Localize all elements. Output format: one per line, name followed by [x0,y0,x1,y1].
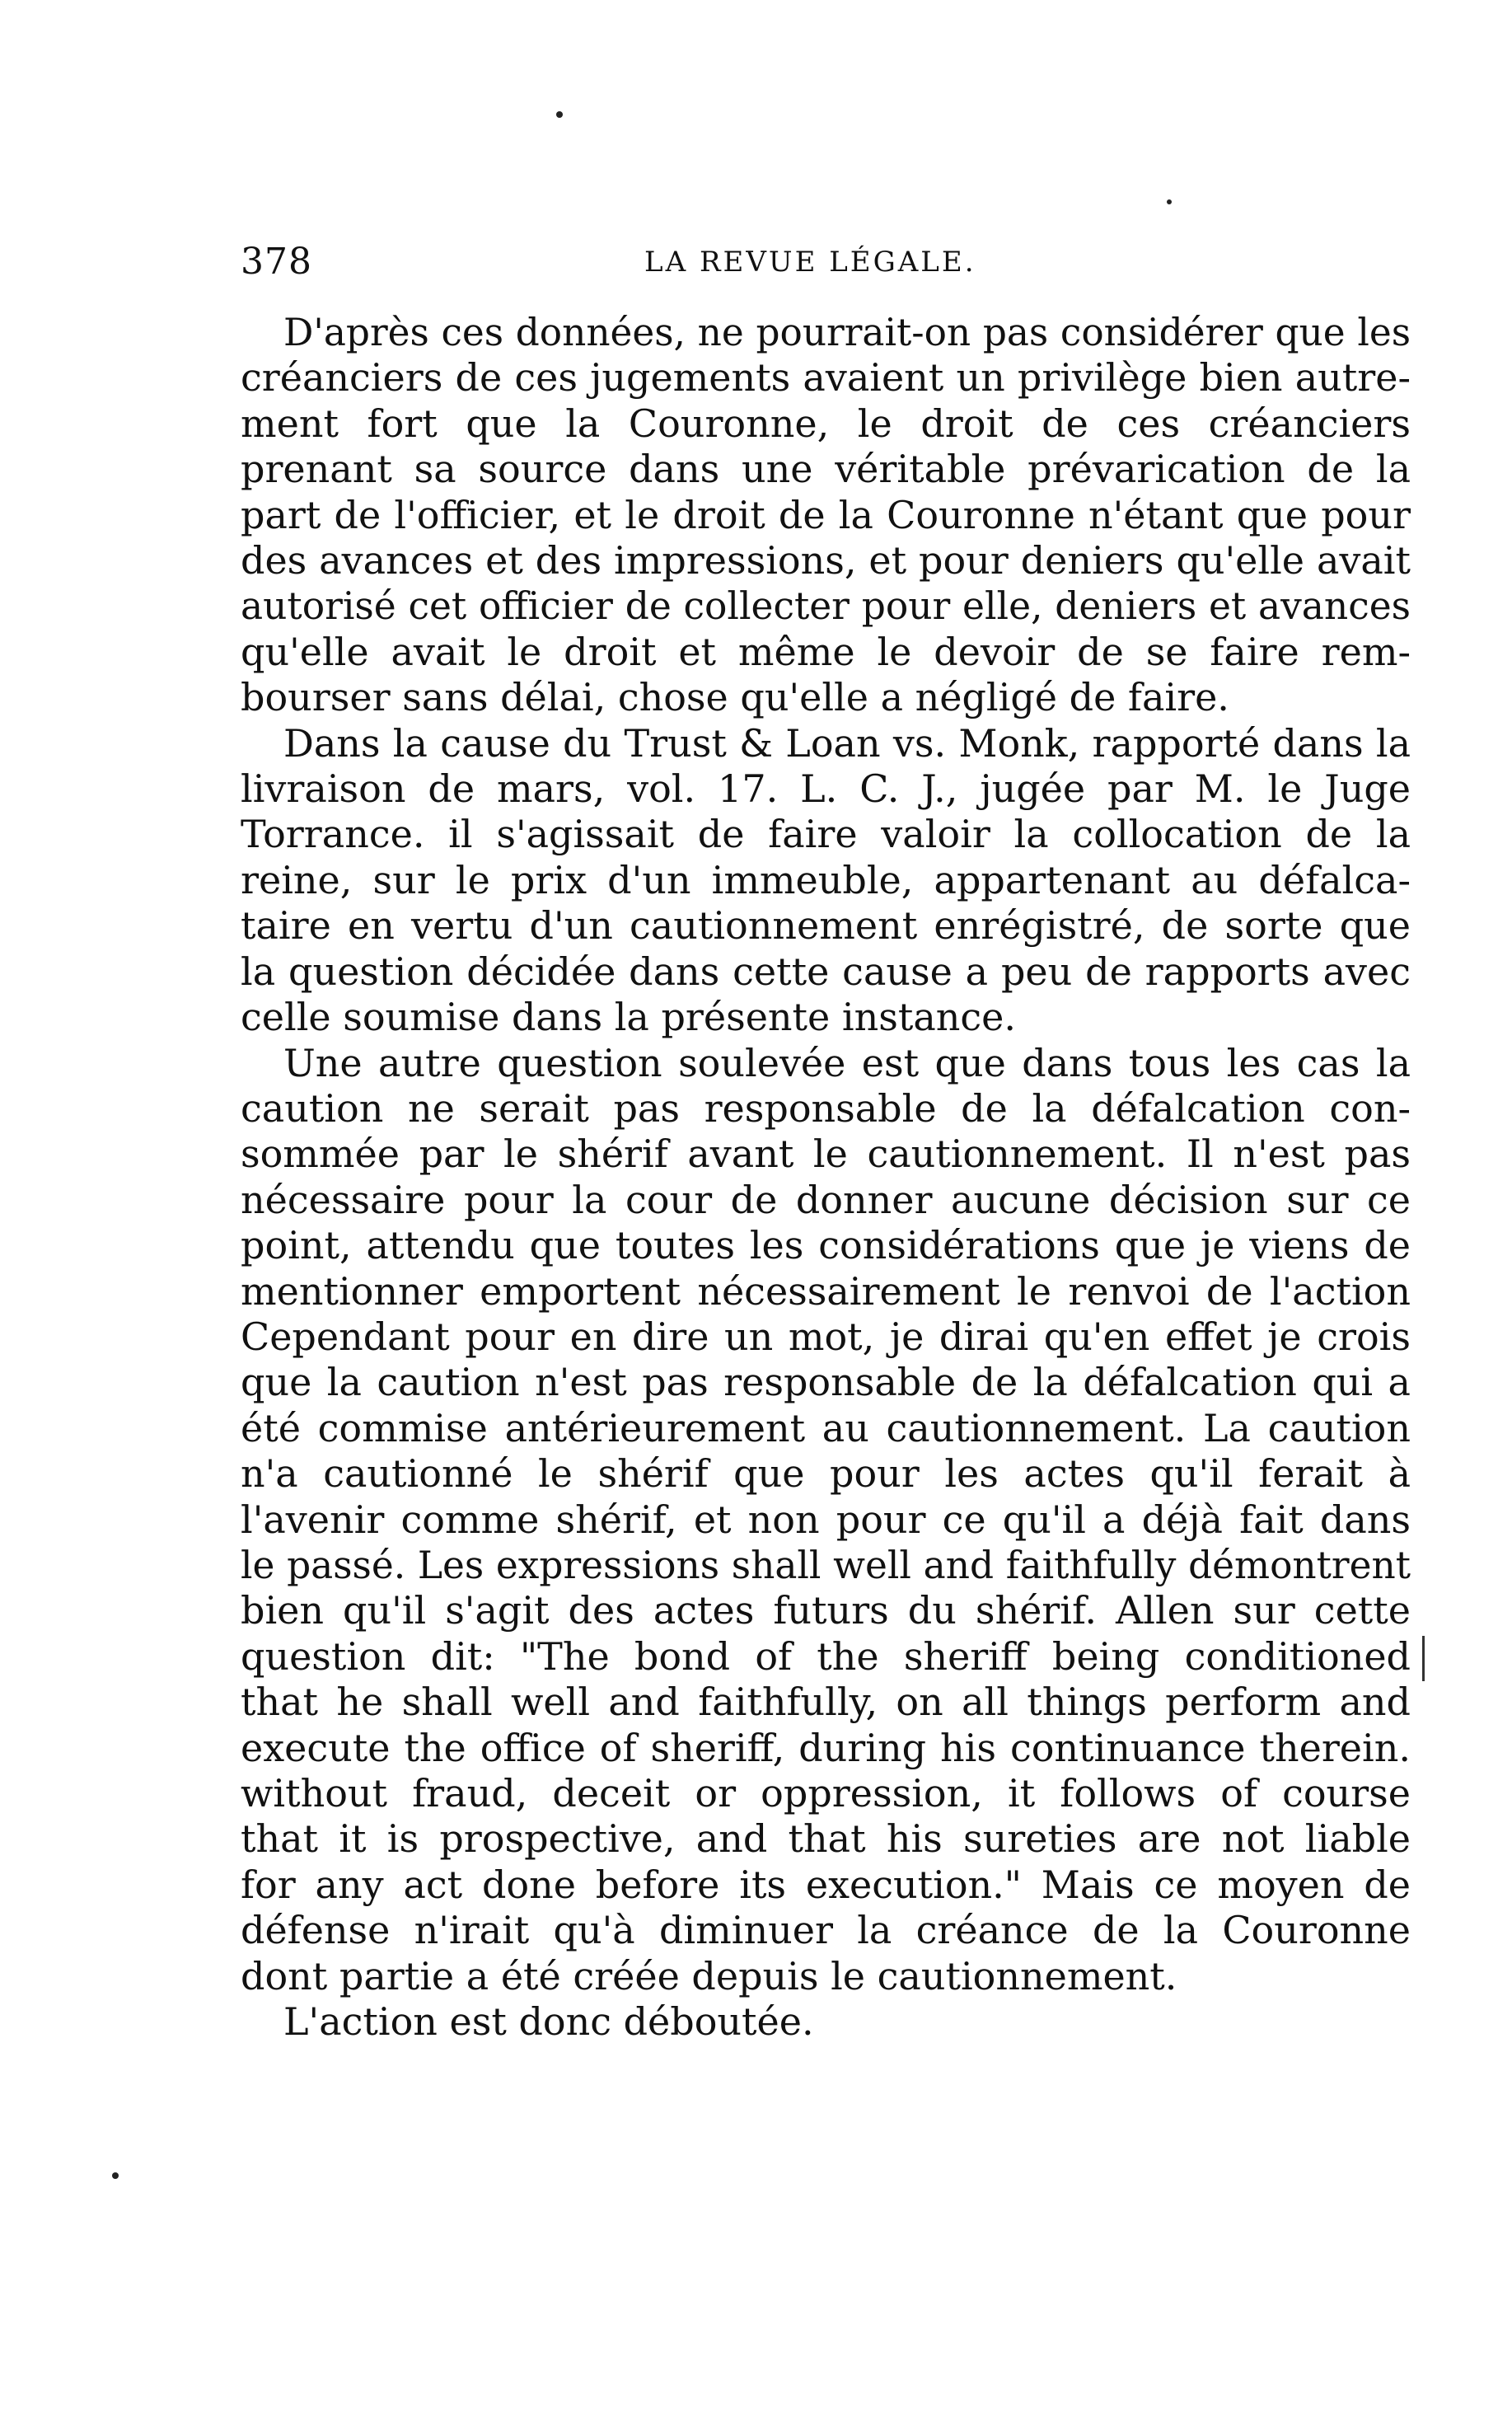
text-line: that it is prospective, and that his sureties are not liable [241,1816,1411,1862]
text-body [241,310,1411,2045]
text-line: mentionner emportent nécessairement le renvoi de l'action [241,1268,1411,1314]
text-line: that he shall well and faithfully, on all things perform and [241,1680,1411,1725]
text-line: without fraud, deceit or oppression, it follows of course [241,1771,1411,1816]
text-line: taire en vertu d'un cautionnement enrégistré, de sorte que [241,903,1411,949]
text-line: D'après ces données, ne pourrait-on pas considérer que les [283,311,1411,354]
text-line: bourser sans délai, chose qu'elle a négligé de faire. [241,675,1229,720]
text-line: qu'elle avait le droit et même le devoir de se faire rem- [241,629,1411,674]
text-line: Dans la cause du Trust & Loan vs. Monk, rapporté dans la [283,720,1411,766]
text-line: nécessaire pour la cour de donner aucune décision sur ce [241,1177,1411,1222]
paragraph [241,1999,1411,2045]
scan-speck [1167,199,1172,204]
paragraph [241,1041,1411,2000]
paragraph [241,310,1411,721]
text-line: Torrance. il s'agissait de faire valoir la collocation de la [241,812,1411,857]
text-line: celle soumise dans la présente instance. [241,995,1016,1040]
margin-mark [1422,1636,1425,1681]
text-line: la question décidée dans cette cause a peu de rapports avec [241,949,1411,994]
text-line: prenant sa source dans une véritable prévarication de la [241,447,1411,492]
text-line: ment fort que la Couronne, le droit de ces créanciers [241,401,1411,446]
text-line: execute the office of sheriff, during his continuance therein. [241,1725,1411,1770]
text-line: créanciers de ces jugements avaient un privilège bien autre- [241,355,1411,401]
text-line: le passé. Les expressions shall well and faithfully démontrent [241,1543,1411,1587]
text-line: point, attendu que toutes les considérations que je viens de [241,1223,1411,1268]
text-line: que la caution n'est pas responsable de la défalcation qui a [241,1360,1411,1405]
text-line: défense n'irait qu'à diminuer la créance de la Couronne [241,1908,1411,1953]
page-number: 378 [241,241,312,283]
text-line: l'avenir comme shérif, et non pour ce qu'il a déjà fait dans [241,1497,1411,1542]
page-header [241,241,1411,283]
paragraph [241,721,1411,1041]
text-line: n'a cautionné le shérif que pour les actes qu'il ferait à [241,1451,1411,1497]
text-line: été commise antérieurement au cautionnement. La caution [241,1405,1411,1450]
text-line: question dit: "The bond of the sheriff being conditioned [241,1633,1411,1679]
text-line: for any act done before its execution." Mais ce moyen de [241,1862,1411,1907]
text-line: caution ne serait pas responsable de la défalcation con- [241,1085,1411,1131]
text-line: Cependant pour en dire un mot, je dirai qu'en effet je crois [241,1314,1411,1359]
text-line: dont partie a été créée depuis le cautionnement. [241,1953,1177,1998]
text-line: part de l'officier, et le droit de la Couronne n'étant que pour [241,492,1411,537]
scan-speck [112,2172,119,2179]
text-line: sommée par le shérif avant le cautionnement. Il n'est pas [241,1132,1411,1177]
running-title: LA REVUE LÉGALE. [644,246,976,279]
scan-speck [556,111,563,118]
text-line: des avances et des impressions, et pour deniers qu'elle avait [241,538,1411,583]
text-line: bien qu'il s'agit des actes futurs du shérif. Allen sur cette [241,1588,1411,1633]
text-line: autorisé cet officier de collecter pour elle, deniers et avances [241,584,1411,629]
text-line: Une autre question soulevée est que dans tous les cas la [283,1040,1411,1085]
text-line: L'action est donc déboutée. [283,1999,814,2045]
text-line: reine, sur le prix d'un immeuble, appartenant au défalca- [241,857,1411,902]
text-line: livraison de mars, vol. 17. L. C. J., jugée par M. le Juge [241,766,1411,812]
